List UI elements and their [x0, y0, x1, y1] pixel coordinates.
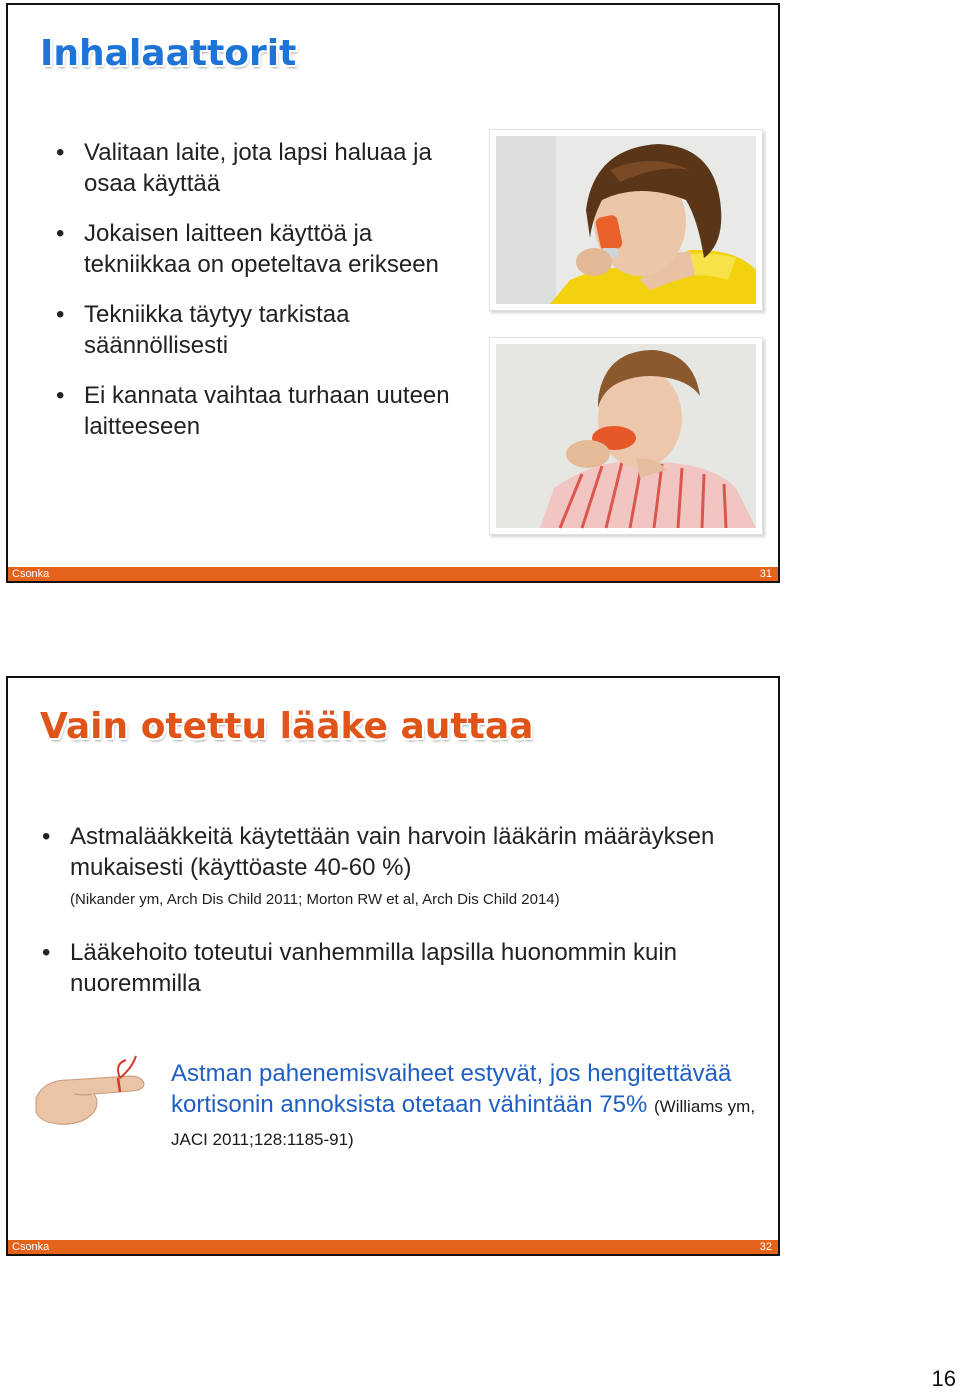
slide-footer [8, 567, 778, 581]
photo-illustration [490, 130, 762, 310]
key-message-citation: (Williams ym, JACI 2011;128:1185-91) [171, 1097, 756, 1149]
bullet-list [56, 137, 476, 461]
bullet-item: • Tekniikka täytyy tarkistaa säännöllisesti [56, 299, 476, 361]
bullet-item: • Ei kannata vaihtaa turhaan uuteen laitteeseen [56, 380, 476, 442]
slide-title: Inhalaattorit [40, 33, 297, 74]
footer-author: Csonka [12, 568, 50, 580]
finger-with-string-icon [34, 1050, 164, 1130]
photo-boy-using-inhaler [489, 337, 763, 535]
key-message [171, 1058, 771, 1155]
slide-32 [6, 676, 780, 1256]
bullet-item [42, 821, 742, 911]
slide-number: 32 [759, 1241, 772, 1253]
bullet-list [42, 821, 742, 999]
bullet-item: • Jokaisen laitteen käyttöä ja tekniikkaa on opeteltava erikseen [56, 218, 476, 280]
footer-author: Csonka [12, 1241, 50, 1253]
slide-number: 31 [759, 568, 772, 580]
page-number: 16 [931, 1366, 956, 1391]
bullet-item: • Valitaan laite, jota lapsi haluaa ja osaa käyttää [56, 137, 476, 199]
slide-footer [8, 1240, 778, 1254]
bullet-item [42, 937, 742, 999]
bullet-text: Astmalääkkeitä käytettään vain harvoin lääkärin määräyksen mukaisesti (käyttöaste 40-60 %) [70, 823, 715, 881]
photo-child-using-inhaler [489, 129, 763, 311]
bullet-reference: (Nikander ym, Arch Dis Child 2011; Morton RW et al, Arch Dis Child 2014) [70, 891, 560, 908]
key-message-text: Astman pahenemisvaiheet estyvät, jos hengitettävää kortisonin annoksista otetaan vähintään 75% [171, 1060, 732, 1118]
bullet-text: Lääkehoito toteutui vanhemmilla lapsilla huonommin kuin nuoremmilla [70, 939, 678, 997]
photo-illustration [490, 338, 762, 534]
slide-31 [6, 3, 780, 583]
finger-with-string-icon [34, 1050, 164, 1130]
slide-title: Vain otettu lääke auttaa [40, 706, 534, 747]
